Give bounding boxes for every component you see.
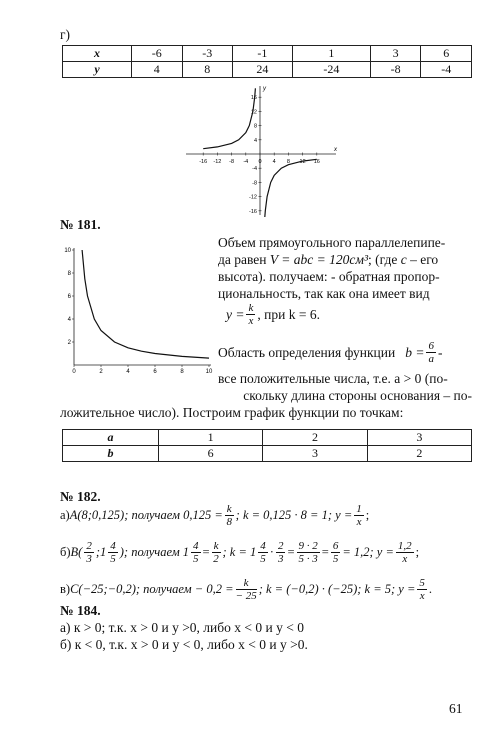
x-tick-label: -16 <box>199 159 208 165</box>
table-cell: -3 <box>182 46 233 62</box>
fraction <box>426 340 436 365</box>
fraction <box>246 302 255 327</box>
inverse-chart <box>58 240 216 380</box>
y-tick-label: -12 <box>249 194 257 201</box>
formula-text: b = <box>405 345 425 360</box>
numerator: 9 · 2 <box>298 540 318 552</box>
table-cell: a <box>63 430 159 446</box>
xy-table <box>62 45 472 78</box>
denominator: 2 <box>213 553 219 565</box>
item-184-a: а) к > 0; т.к. x > 0 и y >0, либо x < 0 и y < 0 <box>60 620 304 635</box>
table-cell: y <box>63 62 132 78</box>
table-row <box>63 446 472 462</box>
y-tick-label: 4 <box>67 317 71 323</box>
volume-formula: V = abc = 120см³ <box>269 252 368 267</box>
x-tick-label: 8 <box>180 369 184 375</box>
x-tick-label: 6 <box>153 369 157 375</box>
page-number: 61 <box>449 701 463 716</box>
numerator: 5 <box>419 577 425 589</box>
denominator: 3 <box>277 553 284 565</box>
x-tick-label: 4 <box>126 369 130 375</box>
denominator: x <box>356 516 362 528</box>
p2-line-2: все положительные числа, т.е. a > 0 (по- <box>218 371 448 386</box>
x-tick-label: 16 <box>313 159 320 165</box>
p1-line-2 <box>218 251 438 268</box>
p1-line-3: высота). получаем: - обратная пропор- <box>218 269 440 284</box>
table-cell: -1 <box>233 46 293 62</box>
table-cell: -24 <box>292 62 370 78</box>
fraction <box>84 540 94 565</box>
x-tick-label: 0 <box>72 369 76 375</box>
denominator: x <box>402 553 408 565</box>
fraction <box>331 540 341 565</box>
p1-text: c <box>400 252 407 267</box>
item-label: б) <box>60 545 71 559</box>
formula-text: , при k = 6. <box>257 307 320 322</box>
heading-181: № 181. <box>60 217 101 232</box>
denominator: 5 · 3 <box>298 553 318 565</box>
y-tick-label: 4 <box>253 137 257 144</box>
table-cell: b <box>63 446 159 462</box>
hyperbola-chart <box>180 82 340 217</box>
heading-184: № 184. <box>60 603 101 618</box>
x-tick-label: -12 <box>213 159 222 165</box>
formula-text: ; k = 0,125 · 8 = 1; y = <box>235 508 353 522</box>
item-182-a <box>60 503 369 528</box>
table-cell: 2 <box>263 430 367 446</box>
item-184-b: б) к < 0, т.к. x > 0 и y < 0, либо x < 0 и y >0. <box>60 637 308 652</box>
fraction <box>276 540 286 565</box>
denominator: x <box>248 315 254 327</box>
fraction <box>396 540 414 565</box>
numerator: 1,2 <box>397 540 412 552</box>
item-label: а) <box>60 508 70 522</box>
formula-text: A(8;0,125); получаем 0,125 = <box>69 508 223 522</box>
p1-line-1: Объем прямоугольного параллелепипе- <box>218 235 446 250</box>
fraction <box>225 503 234 528</box>
x-axis-label: x <box>334 147 337 153</box>
numerator: 6 <box>332 540 339 552</box>
y-tick-label: -16 <box>249 208 257 215</box>
x-tick-label: 12 <box>299 159 306 165</box>
x-tick-label: 4 <box>272 159 276 165</box>
fraction <box>297 540 320 565</box>
y-tick-label: 2 <box>67 340 71 346</box>
p1-line-4: циональность, так как она имеет вид <box>218 286 430 301</box>
heading-182: № 182. <box>60 489 101 504</box>
formula-text: ); получаем 1 <box>119 545 190 559</box>
numerator: k <box>226 503 232 515</box>
table-cell: 1 <box>292 46 370 62</box>
y-tick-label: 16 <box>250 95 257 102</box>
item-182-b <box>60 540 419 565</box>
fraction <box>354 503 364 528</box>
table-cell: 1 <box>159 430 263 446</box>
denominator: − 25 <box>235 590 257 602</box>
formula-text: ; <box>365 508 370 522</box>
numerator: 4 <box>193 540 199 552</box>
table-row <box>63 62 472 78</box>
numerator: 6 <box>428 340 434 352</box>
numerator: k <box>236 577 257 590</box>
denominator: a <box>428 353 434 365</box>
numerator: 2 <box>86 540 92 552</box>
formula-text: ; k = (−0,2) · (−25); k = 5; y = <box>258 582 416 596</box>
denominator: 5 <box>110 553 116 565</box>
y-tick-label: -8 <box>252 180 257 187</box>
y-tick-label: 10 <box>64 248 71 254</box>
table-cell: 4 <box>132 62 183 78</box>
y-tick-label: 8 <box>67 271 71 277</box>
p2-line-3: скольку длина стороны основания – по- <box>243 388 472 403</box>
formula-text: . <box>428 582 433 596</box>
numerator: 2 <box>277 540 284 552</box>
numerator: 1 <box>356 503 362 515</box>
formula-text: C(−25;−0,2); получаем − 0,2 = <box>70 582 234 596</box>
table-cell: 6 <box>159 446 263 462</box>
table-row <box>63 430 472 446</box>
table-cell: 2 <box>367 446 471 462</box>
x-tick-label: 2 <box>99 369 103 375</box>
hyperbola-branch-left <box>203 88 255 148</box>
item-label: в) <box>60 582 71 596</box>
denominator: 5 <box>332 553 339 565</box>
table-cell: 8 <box>182 62 233 78</box>
p2-line-1 <box>218 340 442 365</box>
hyperbola-branch-right <box>265 159 317 217</box>
table-row <box>63 46 472 62</box>
denominator: 5 <box>260 553 266 565</box>
formula-text: = <box>202 545 210 559</box>
p2-text: - <box>437 345 443 360</box>
table-cell: -4 <box>421 62 472 78</box>
p1-line-5 <box>226 302 320 327</box>
formula-text: ;1 <box>95 545 107 559</box>
fraction <box>212 540 221 565</box>
fraction <box>258 540 268 565</box>
formula-text: = <box>321 545 329 559</box>
y-tick-label: 8 <box>253 123 257 130</box>
p1-text: – его <box>406 252 439 267</box>
fraction <box>236 577 257 602</box>
denominator: 8 <box>226 516 232 528</box>
part-g-label: г) <box>60 27 71 42</box>
formula-text: = 1,2; y = <box>342 545 394 559</box>
table-cell: -6 <box>132 46 183 62</box>
p2-line-4: ложительное число). Построим график функции по точкам: <box>60 405 404 420</box>
x-tick-label: 8 <box>286 159 290 165</box>
formula-text: ; k = 1 <box>222 545 257 559</box>
table-cell: 6 <box>421 46 472 62</box>
table-cell: 3 <box>367 430 471 446</box>
y-tick-label: -4 <box>252 166 257 173</box>
y-tick-label: 12 <box>250 109 257 116</box>
numerator: k <box>248 302 254 314</box>
table-cell: -8 <box>370 62 421 78</box>
formula-text: = <box>287 545 295 559</box>
x-tick-label: 10 <box>205 369 213 375</box>
denominator: 3 <box>86 553 92 565</box>
y-axis-label: y <box>263 86 266 92</box>
p1-text: ; (где <box>368 252 401 267</box>
y-tick-label: 6 <box>67 294 71 300</box>
table-cell: 3 <box>263 446 367 462</box>
formula-text: · <box>269 545 274 559</box>
numerator: 4 <box>110 540 116 552</box>
p1-text: да равен <box>218 252 270 267</box>
table-cell: 3 <box>370 46 421 62</box>
fraction <box>417 577 427 602</box>
item-182-c <box>60 577 432 602</box>
p2-text: Область определения функции <box>218 345 396 360</box>
denominator: 5 <box>193 553 199 565</box>
x-tick-label: 0 <box>258 159 262 165</box>
numerator: 4 <box>260 540 266 552</box>
numerator: k <box>213 540 219 552</box>
x-tick-label: -8 <box>229 159 235 165</box>
table-cell: 24 <box>233 62 293 78</box>
denominator: x <box>419 590 425 602</box>
fraction <box>108 540 118 565</box>
formula-text: ; <box>415 545 420 559</box>
formula-text: B( <box>70 545 83 559</box>
formula-text: y = <box>226 307 245 322</box>
inverse-curve <box>82 250 209 358</box>
fraction <box>191 540 201 565</box>
ab-table <box>62 429 472 462</box>
x-tick-label: -4 <box>243 159 249 165</box>
table-cell: x <box>63 46 132 62</box>
